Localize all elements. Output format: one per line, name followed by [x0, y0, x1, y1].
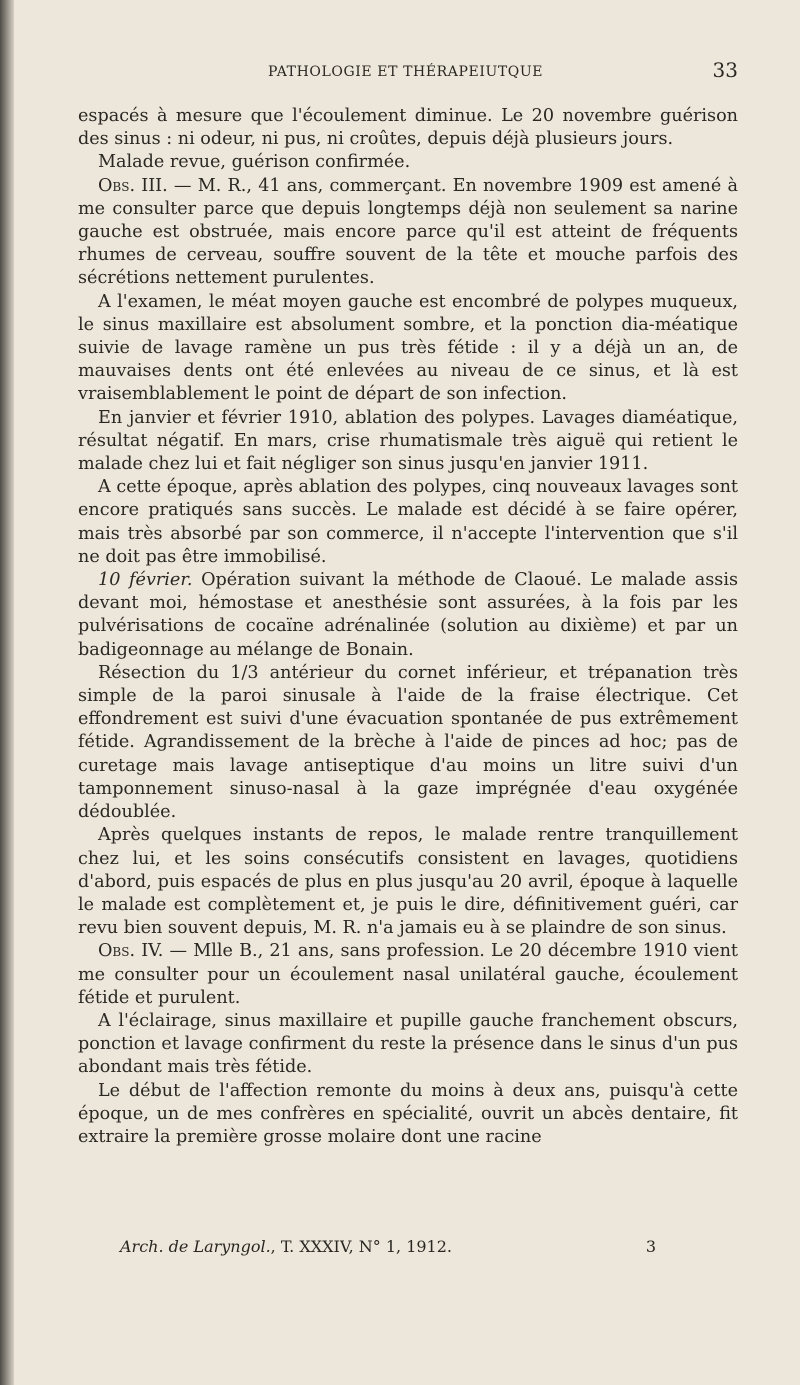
book-spine-shadow [0, 0, 14, 1385]
paragraph: En janvier et février 1910, ablation des polypes. Lavages diaméatique, résultat négatif. En mars, crise rhumatismale très aiguë qui retient le malade chez lui et fait négliger son sinus jusqu'en janvier 1911. [78, 407, 738, 475]
paragraph: A l'éclairage, sinus maxillaire et pupille gauche franchement obscurs, ponction et lavage confirment du reste la présence dans le sinus d'un pus abondant mais très fétide. [78, 1010, 738, 1078]
paragraph: Résection du 1/3 antérieur du cornet inférieur, et trépanation très simple de la paroi sinusale à l'aide de la fraise électrique. Cet effondrement est suivi d'une évacuation spontanée de pus extrêmement fétide. Agrandissement de la brèche à l'aide de pinces ad hoc; pas de curetage mais lavage antiseptique d'au moins un litre suivi d'un tamponnement sinuso-nasal à la gaze imprégnée d'eau oxygénée dédoublée. [78, 662, 738, 823]
page-number: 33 [712, 58, 738, 82]
book-page [14, 0, 800, 1385]
date-label: 10 février. [98, 570, 193, 591]
paragraph-obs-3 [78, 175, 738, 291]
paragraph: A cette époque, après ablation des polypes, cinq nouveaux lavages sont encore pratiqués sans succès. Le malade est décidé à se faire opérer, mais très absorbé par son commerce, il n'accepte l'intervention que s'il ne doit pas être immobilisé. [78, 477, 738, 567]
paragraph-date [78, 569, 738, 662]
paragraph-text: Opération suivant la méthode de Claoué. Le malade assis devant moi, hémostase et anesthésie sont assurées, à la fois par les pulvérisations de cocaïne adrénalinée (solution au dixième) et par un badigeonnage au mélange de Bonain. [78, 570, 738, 660]
paragraph-obs-4 [78, 940, 738, 1010]
page-footer [120, 1237, 656, 1256]
running-title: PATHOLOGIE ET THÉRAPEIUTQUE [268, 64, 544, 80]
paragraph-text: — M. R., 41 ans, commerçant. En novembre 1909 est amené à me consulter parce que depuis longtemps déjà non seulement sa narine gauche est obstruée, mais encore parce qu'il est atteint de fréquents rhumes de cerveau, souffre souvent de la tête et mouche parfois des sécrétions nettement purulentes. [78, 175, 738, 289]
journal-citation: , T. XXXIV, N° 1, 1912. [270, 1237, 452, 1256]
signature-mark: 3 [645, 1237, 656, 1256]
body-text [78, 105, 738, 1149]
paragraph: espacés à mesure que l'écoulement diminue. Le 20 novembre guérison des sinus : ni odeur, ni pus, ni croûtes, depuis déjà plusieurs jours. [78, 106, 738, 150]
journal-source: Arch. de Laryngol. [120, 1237, 271, 1256]
paragraph-text: — Mlle B., 21 ans, sans profession. Le 20 décembre 1910 vient me consulter pour un écoulement nasal unilatéral gauche, écoulement fétide et purulent. [78, 941, 738, 1008]
observation-label: Obs. IV. [98, 941, 164, 962]
paragraph: A l'examen, le méat moyen gauche est encombré de polypes muqueux, le sinus maxillaire est absolument sombre, et la ponction dia-méatique suivie de lavage ramène un pus très fétide : il y a déjà un an, de mauvaises dents ont été enlevées au niveau de ce sinus, et là est vraisemblablement le point de départ de son infection. [78, 291, 738, 405]
paragraph: Le début de l'affection remonte du moins à deux ans, puisqu'à cette époque, un de mes confrères en spécialité, ouvrit un abcès dentaire, fit extraire la première grosse molaire dont une racine [78, 1080, 738, 1147]
paragraph: Après quelques instants de repos, le malade rentre tranquillement chez lui, et les soins consécutifs consistent en lavages, quotidiens d'abord, puis espacés de plus en plus jusqu'au 20 avril, époque à laquelle le malade est complètement et, je puis le dire, définitivement guéri, car revu bien souvent depuis, M. R. n'a jamais eu à se plaindre de son sinus. [78, 825, 738, 939]
observation-label: Obs. III. [98, 175, 168, 196]
paragraph: Malade revue, guérison confirmée. [98, 152, 411, 173]
